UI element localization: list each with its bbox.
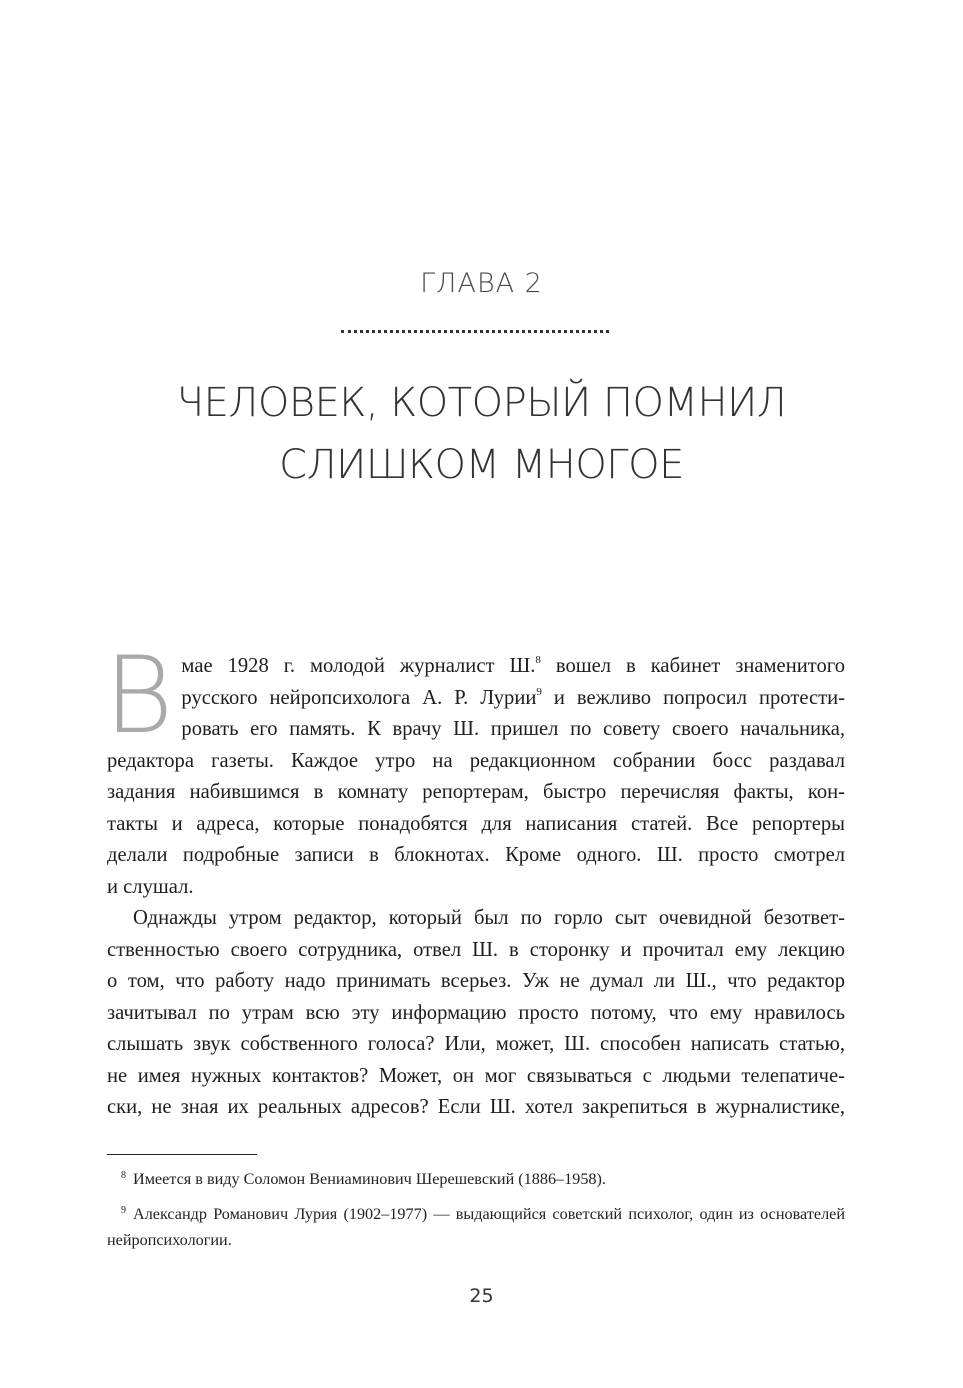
- text-line: и слушал.: [107, 875, 194, 898]
- chapter-title-line-2: СЛИШКОМ МНОГОЕ: [279, 442, 684, 488]
- footnotes: [107, 1163, 845, 1259]
- text-line: задания набившимся в комнату репортерам, быстро перечисляя факты, кон-: [107, 781, 845, 803]
- footnote-ref: 8: [535, 654, 541, 666]
- body-text: [104, 634, 846, 1124]
- text-line: ственностью своего сотрудника, отвел Ш. в сторонку и прочитал ему лекцию: [107, 938, 845, 961]
- footnote-number: 9: [121, 1205, 126, 1216]
- chapter-title: [0, 372, 963, 496]
- text-line: зачитывал по утрам всю эту информацию просто потому, что ему нравилось: [107, 1001, 845, 1024]
- text-line: Однажды утром редактор, который был по горло сыт очевидной безответ-: [133, 907, 845, 929]
- footnote-text: Имеется в виду Соломон Вениаминович Шерешевский (1886–1958).: [133, 1170, 606, 1188]
- footnote: [107, 1163, 845, 1192]
- text-line: делали подробные записи в блокнотах. Кроме одного. Ш. просто смотрел: [107, 844, 845, 866]
- footnote-rule: [107, 1154, 257, 1155]
- text-line: ски, не зная их реальных адресов? Если Ш. хотел закрепиться в журналистике,: [107, 1096, 845, 1118]
- chapter-dotted-rule: [341, 330, 609, 333]
- footnote-number: 8: [121, 1170, 126, 1181]
- footnote-ref: 9: [536, 685, 542, 698]
- text-line: русского нейропсихолога А. Р. Лурии$^9$ и вежливо попросил протести-: [181, 685, 846, 709]
- chapter-title-line-1: ЧЕЛОВЕК, КОТОРЫЙ ПОМНИЛ: [176, 380, 787, 426]
- chapter-label: ГЛАВА 2: [420, 268, 543, 299]
- text-line: такты и адреса, которые понадобятся для написания статей. Все репортеры: [107, 812, 845, 835]
- footnote: [107, 1198, 845, 1253]
- page-number: 25: [469, 1285, 494, 1307]
- text-line: слышать звук собственного голоса? Или, может, Ш. способен написать статью,: [107, 1033, 845, 1055]
- text-line: о том, что работу надо принимать всерьез. Уж не думал ли Ш., что редактор: [107, 970, 845, 992]
- text-line: мае 1928 г. молодой журналист Ш.$^8$ вошел в кабинет знаменитого: [181, 654, 845, 677]
- drop-cap: В: [104, 634, 174, 757]
- text-line: редактора газеты. Каждое утро на редакционном собрании босс раздавал: [107, 749, 845, 772]
- text-line: ровать его память. К врачу Ш. пришел по совету своего начальника,: [181, 718, 845, 740]
- text-line: не имея нужных контактов? Может, он мог связываться с людьми телепатиче-: [107, 1064, 845, 1087]
- footnote-text: Александр Романович Лурия (1902–1977) — выдающийся советский психолог, один из основателей нейропсихологии.: [107, 1205, 845, 1249]
